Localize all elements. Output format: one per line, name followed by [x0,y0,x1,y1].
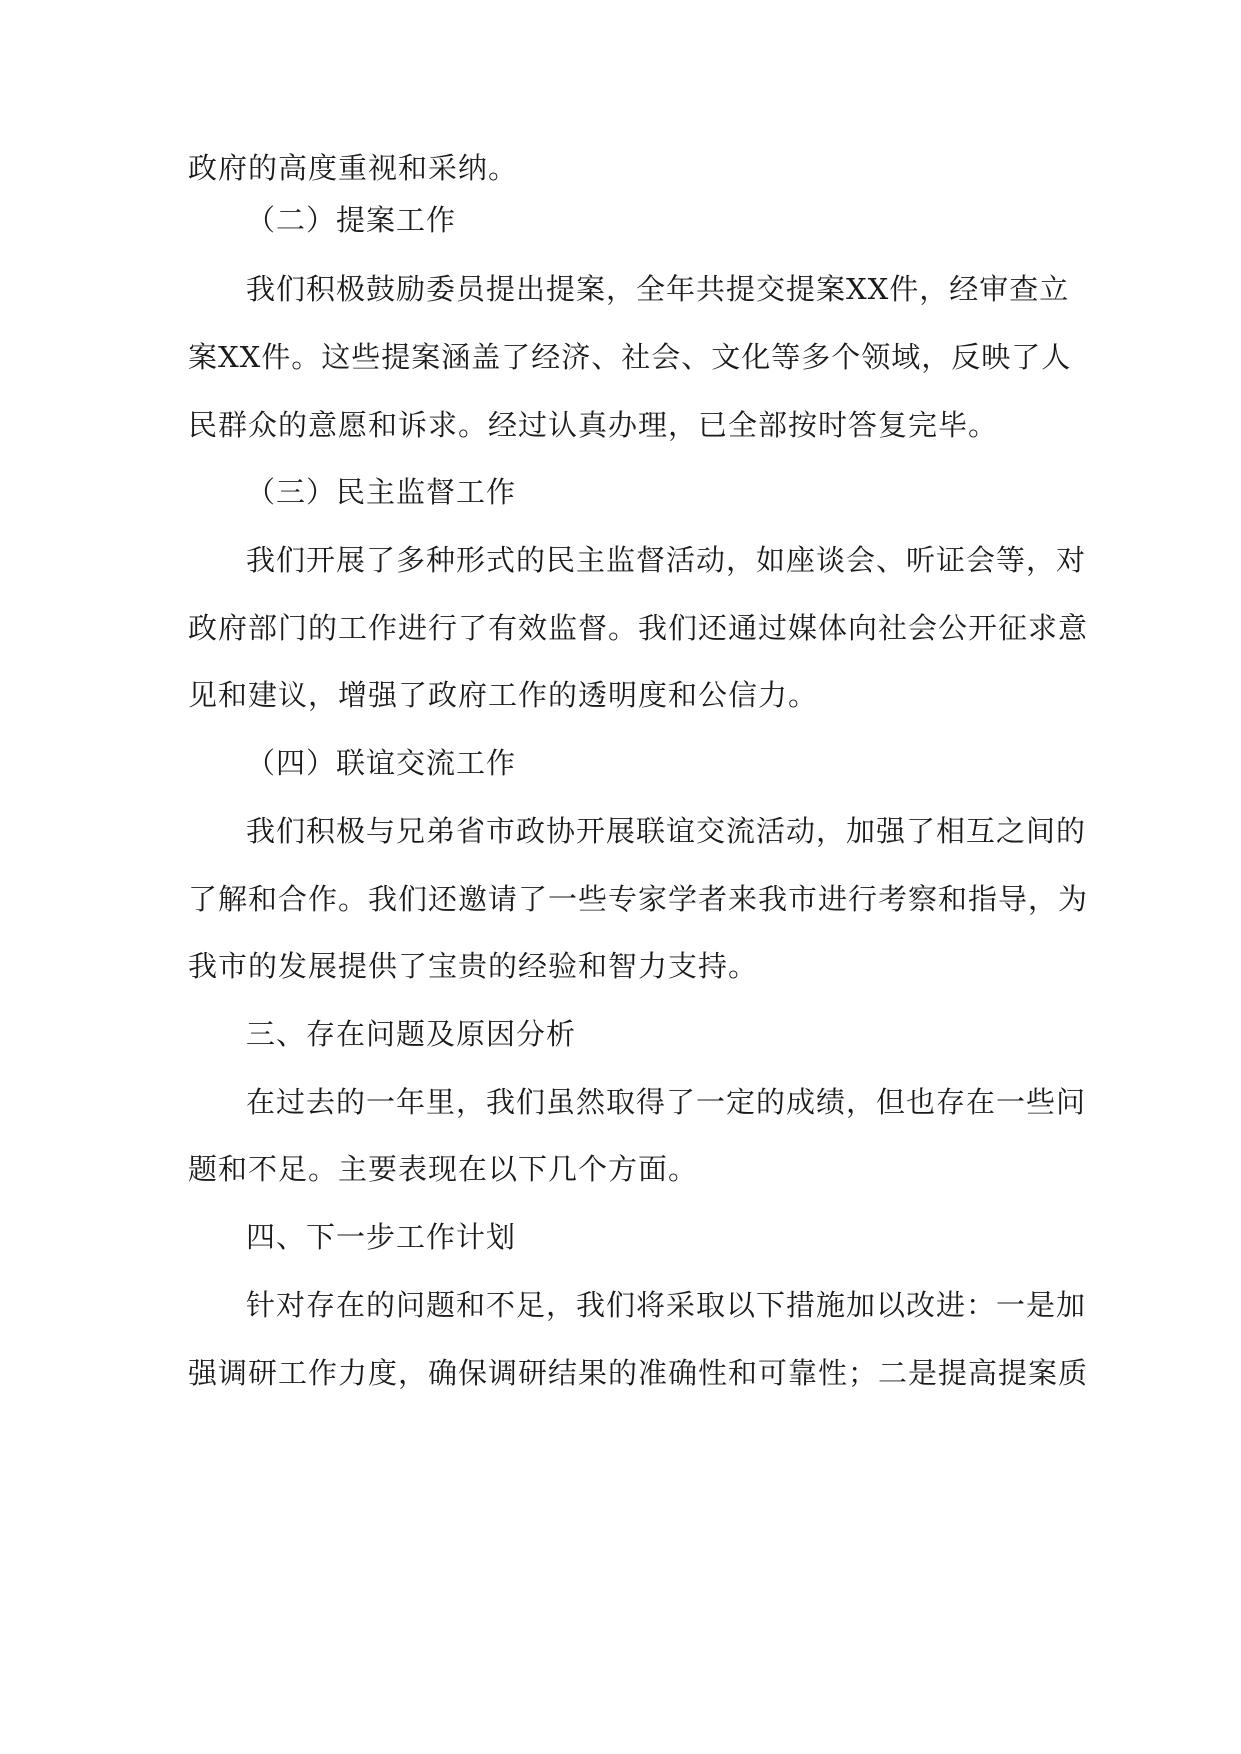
paragraph-line: 政府部门的工作进行了有效监督。我们还通过媒体向社会公开征求意 [188,611,1089,645]
section-heading: （三）民主监督工作 [246,475,517,509]
paragraph-line: 民群众的意愿和诉求。经过认真办理，已全部按时答复完毕。 [188,408,999,442]
section-heading: 三、存在问题及原因分析 [246,1017,577,1051]
section-heading: （四）联谊交流工作 [246,746,517,780]
paragraph-line: 在过去的一年里，我们虽然取得了一定的成绩，但也存在一些问 [246,1085,1087,1119]
paragraph-line: 我们开展了多种形式的民主监督活动，如座谈会、听证会等，对 [246,543,1087,577]
paragraph-line: 强调研工作力度，确保调研结果的准确性和可靠性；二是提高提案质 [188,1356,1089,1390]
section-heading: （二）提案工作 [246,203,457,237]
section-heading: 四、下一步工作计划 [246,1220,517,1254]
paragraph-line: 政府的高度重视和采纳。 [188,151,519,185]
paragraph-line: 针对存在的问题和不足，我们将采取以下措施加以改进：一是加 [246,1288,1087,1322]
paragraph-line: 题和不足。主要表现在以下几个方面。 [188,1152,699,1186]
paragraph-line: 我们积极鼓励委员提出提案，全年共提交提案XX件，经审查立 [246,272,1070,306]
paragraph-line: 见和建议，增强了政府工作的透明度和公信力。 [188,678,819,712]
paragraph-line: 我市的发展提供了宝贵的经验和智力支持。 [188,949,759,983]
paragraph-line: 案XX件。这些提案涵盖了经济、社会、文化等多个领域，反映了人 [188,340,1072,374]
paragraph-line: 我们积极与兄弟省市政协开展联谊交流活动，加强了相互之间的 [246,814,1087,848]
paragraph-line: 了解和合作。我们还邀请了一些专家学者来我市进行考察和指导，为 [188,882,1089,916]
